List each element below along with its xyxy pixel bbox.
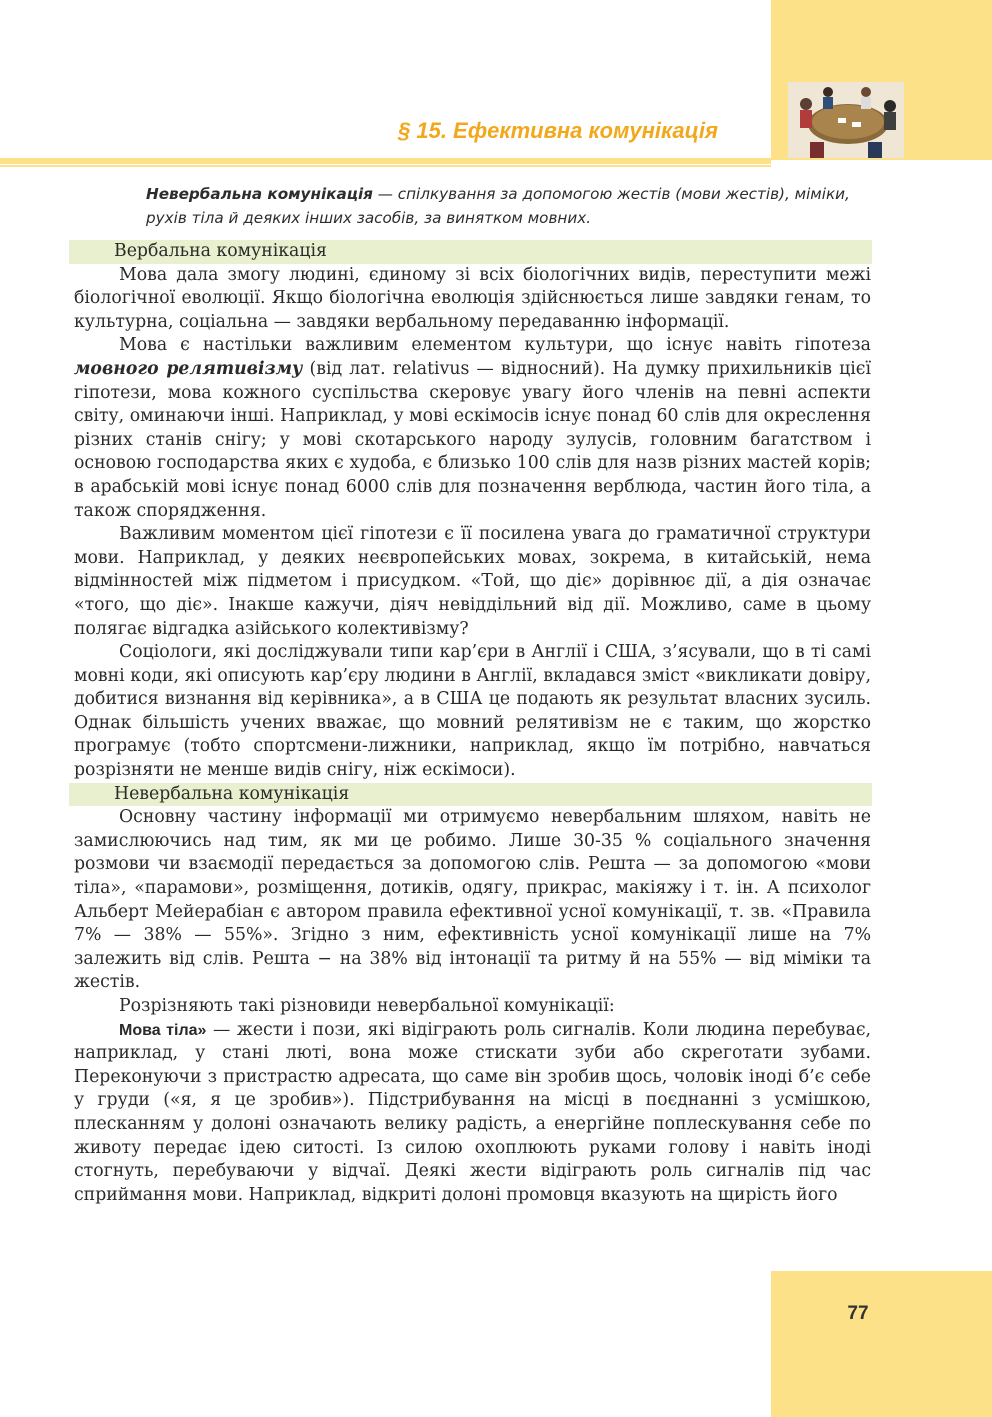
paragraph-text: Мова є настільки важливим елементом культури, що існує навіть гіпотеза <box>119 335 871 356</box>
paragraph-text: (від лат. relativus — відносний). На думку прихильників цієї гіпотези, мова кожного суспільства скеровує увагу його членів на певні аспекти світу, оминаючи інші. Наприклад, у мові ескімосів існує понад 60 слів для окреслення різних станів снігу; у мові скотарського народу зулусів, головним багатством і основою господарства яких є худоба, є близько 100 слів для назв різних мастей корів; в арабській мові існує понад 6000 слів для позначення верблюда, частин його тіла, а також спорядження. <box>74 358 872 521</box>
term-body-language: Мова тіла» <box>119 1021 207 1039</box>
section-heading-verbal: Вербальна комунікація <box>69 240 872 264</box>
paragraph: Розрізняють такі різновиди невербальної комунікації: <box>119 996 615 1016</box>
chapter-title: § 15. Ефективна комунікація <box>398 118 718 143</box>
paragraph: Основну частину інформації ми отримуємо невербальним шляхом, навіть не замислюючись над тим, як ми це робимо. Лише 30-35 % соціального значення розмови чи взаємодії передається за допомогою слів. Решта — за допомогою «мови тіла», «парамови», розміщення, дотиків, одягу, прикрас, макіяжу і т. ін. А психолог Альберт Мейерабіан є автором правила ефективної усної комунікації, т. зв. «Правила 7% — 38% — 55%». Згідно з ним, ефективність усної комунікації лише на 7% залежить від слів. Решта − на 38% від інтонації та ритму й на 55% — від міміки та жестів. <box>74 807 871 993</box>
definition-term: Невербальна комунікація <box>146 185 373 203</box>
paragraph <box>74 1019 871 1208</box>
term-linguistic-relativity: мовного релятивізму <box>74 358 303 379</box>
section-heading-nonverbal: Невербальна комунікація <box>69 783 872 807</box>
meeting-illustration <box>788 82 904 158</box>
definition-text: — спілкування за допомогою жестів (мови жестів), міміки, рухів тіла й деяких інших засобів, за винятком мовних. <box>146 185 850 227</box>
paragraph: Мова дала змогу людині, єдиному зі всіх біологічних видів, переступити межі біологічної еволюції. Якщо біологічна еволюція здійснюється лише завдяки генам, то культурна, соціальна — завдяки вербальному передаванню інформації. <box>74 264 871 332</box>
definition-block <box>146 182 870 230</box>
paragraph: Соціологи, які досліджували типи кар’єри в Англії і США, з’ясували, що в ті самі мовні коди, які описують кар’єру людини в Англії, вкладався зміст «викликати довіру, добитися визнання від керівника», а в США це подають як результат власних зусиль. Однак більшість учених вважає, що мовний релятивізм не є таким, що жорстко програмує (тобто спортсмени-лижники, наприклад, якщо їм потрібно, навчаться розрізняти не менше видів снігу, ніж ескімоси). <box>74 642 871 781</box>
bottom-side-band <box>771 1271 992 1417</box>
page-number: 77 <box>847 1303 869 1324</box>
paragraph <box>74 334 871 523</box>
paragraph: Важливим моментом цієї гіпотези є її посилена увага до граматичної структури мови. Наприклад, у деяких неєвропейських мовах, зокрема, в китайській, нема відмінностей між підметом і присудком. «Той, що діє» дорівнює дії, а дія означає «того, що діє». Інакше кажучи, діяч невіддільний від дії. Можливо, саме в цьому полягає відгадка азійського колективізму? <box>74 524 871 639</box>
paragraph-text: — жести і пози, які відіграють роль сигналів. Коли людина перебуває, наприклад, у стані люті, вона може стискати зуби або скреготати зубами. Переконуючи з пристрастю адресата, що саме він зробив щось, чоловік іноді б’є себе у груди («я, я це зробив»). Підстрибування на місці в поєднанні з усмішкою, плесканням у долоні означають велику радість, а енергійне поплескування себе по животу передає ідею ситості. Із силою охоплюють руками голову і навіть іноді стогнуть, перебуваючи у відчаї. Деякі жести відіграють роль сигналів під час сприймання мови. Наприклад, відкриті долоні промовця вказують на щирість його <box>74 1019 871 1205</box>
main-text <box>74 240 871 1207</box>
header-rule-thin <box>0 165 771 167</box>
header-rule <box>0 158 771 164</box>
